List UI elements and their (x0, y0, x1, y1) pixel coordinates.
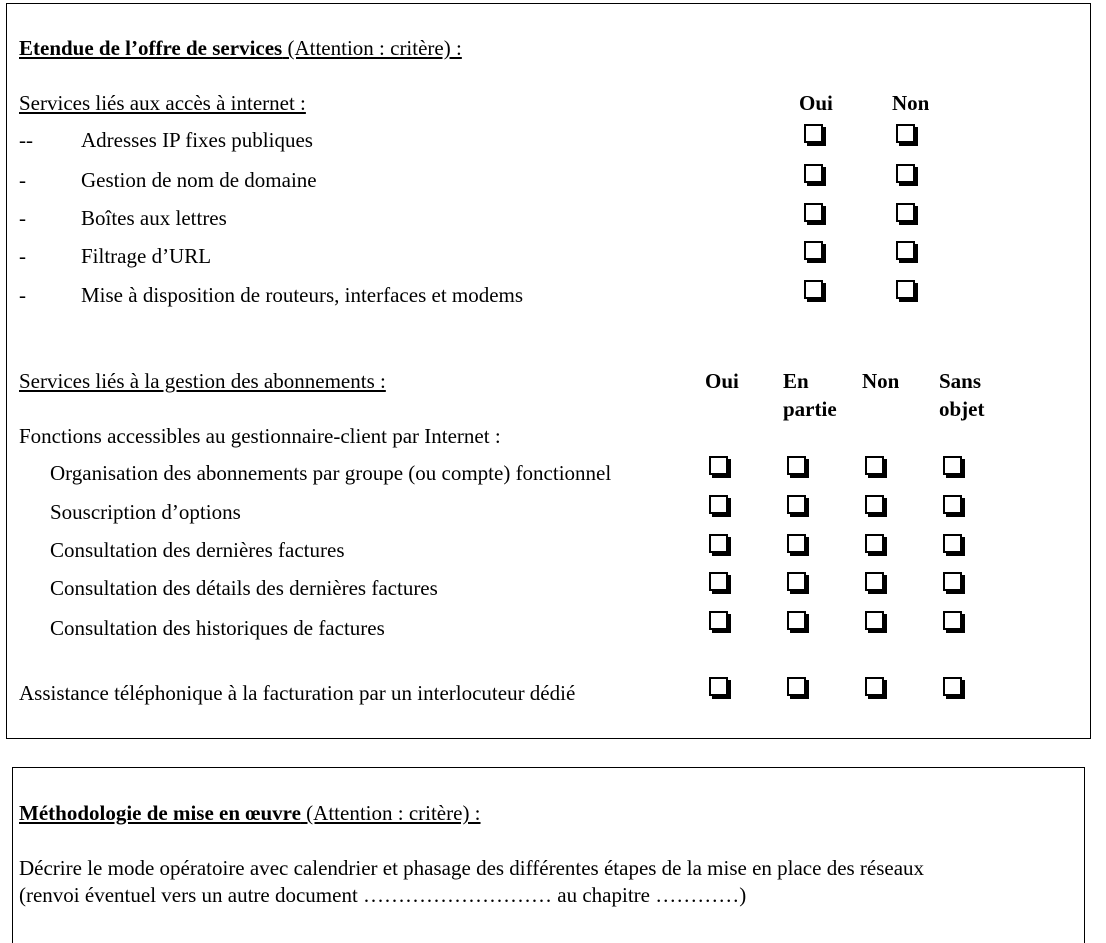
checkbox-sans-objet[interactable] (943, 534, 962, 553)
checkbox-non[interactable] (896, 241, 915, 260)
subscription-item-label: Souscription d’options (50, 500, 241, 524)
subscription-services-heading: Services liés à la gestion des abonnements : (19, 369, 386, 393)
methodology-title-suffix: (Attention : critère) : (300, 801, 481, 825)
methodology-section (12, 767, 1085, 943)
checkbox-en-partie[interactable] (787, 611, 806, 630)
internet-services-heading: Services liés aux accès à internet : (19, 91, 306, 115)
column-header-oui: Oui (705, 369, 739, 393)
checkbox-oui[interactable] (804, 203, 823, 222)
list-bullet: - (19, 244, 26, 268)
list-bullet: -- (19, 128, 33, 152)
checkbox-non[interactable] (865, 677, 884, 696)
column-header-non: Non (862, 369, 900, 393)
checkbox-non[interactable] (896, 124, 915, 143)
checkbox-non[interactable] (865, 534, 884, 553)
methodology-title (19, 801, 481, 825)
section-title-suffix: (Attention : critère) : (282, 36, 462, 60)
checkbox-en-partie[interactable] (787, 572, 806, 591)
column-header-oui: Oui (799, 91, 833, 115)
checkbox-oui[interactable] (804, 164, 823, 183)
checkbox-oui[interactable] (709, 611, 728, 630)
subscription-item-label: Consultation des historiques de factures (50, 616, 385, 640)
subscription-item-label: Consultation des dernières factures (50, 538, 345, 562)
checkbox-non[interactable] (865, 456, 884, 475)
list-bullet: - (19, 168, 26, 192)
subscription-item-label: Consultation des détails des dernières factures (50, 576, 438, 600)
checkbox-oui[interactable] (804, 241, 823, 260)
internet-item-label: Boîtes aux lettres (81, 206, 227, 230)
internet-item-label: Mise à disposition de routeurs, interfaces et modems (81, 283, 524, 307)
header-line: partie (783, 397, 837, 421)
internet-item-label: Gestion de nom de domaine (81, 168, 317, 192)
checkbox-oui[interactable] (709, 572, 728, 591)
methodology-reference: (renvoi éventuel vers un autre document ……………………… au chapitre …………) (19, 883, 747, 907)
checkbox-en-partie[interactable] (787, 456, 806, 475)
header-line: objet (939, 397, 985, 421)
checkbox-en-partie[interactable] (787, 677, 806, 696)
checkbox-sans-objet[interactable] (943, 572, 962, 591)
list-bullet: - (19, 283, 26, 307)
internet-item-label: Filtrage d’URL (81, 244, 212, 268)
checkbox-sans-objet[interactable] (943, 456, 962, 475)
checkbox-non[interactable] (865, 611, 884, 630)
header-line: Sans (939, 369, 982, 393)
column-header-non: Non (892, 91, 930, 115)
checkbox-oui[interactable] (709, 456, 728, 475)
checkbox-oui[interactable] (709, 677, 728, 696)
checkbox-oui[interactable] (709, 495, 728, 514)
checkbox-non[interactable] (865, 495, 884, 514)
section-title-bold: Etendue de l’offre de services (19, 36, 283, 60)
checkbox-sans-objet[interactable] (943, 611, 962, 630)
checkbox-non[interactable] (896, 164, 915, 183)
header-line: En (783, 369, 809, 393)
checkbox-sans-objet[interactable] (943, 495, 962, 514)
checkbox-oui[interactable] (804, 280, 823, 299)
checkbox-oui[interactable] (804, 124, 823, 143)
checkbox-en-partie[interactable] (787, 534, 806, 553)
list-bullet: - (19, 206, 26, 230)
methodology-instruction: Décrire le mode opératoire avec calendrier et phasage des différentes étapes de la mise en place des réseaux (19, 856, 925, 880)
subscription-item-label: Organisation des abonnements par groupe (ou compte) fonctionnel (50, 461, 612, 485)
section-title (19, 36, 462, 60)
checkbox-non[interactable] (865, 572, 884, 591)
assistance-label: Assistance téléphonique à la facturation par un interlocuteur dédié (19, 681, 576, 705)
column-header-en-partie (783, 367, 837, 423)
checkbox-non[interactable] (896, 280, 915, 299)
checkbox-non[interactable] (896, 203, 915, 222)
methodology-title-bold: Méthodologie de mise en œuvre (19, 801, 301, 825)
checkbox-sans-objet[interactable] (943, 677, 962, 696)
checkbox-en-partie[interactable] (787, 495, 806, 514)
checkbox-oui[interactable] (709, 534, 728, 553)
functions-subheading: Fonctions accessibles au gestionnaire-client par Internet : (19, 424, 501, 448)
internet-item-label: Adresses IP fixes publiques (81, 128, 313, 152)
column-header-sans-objet (939, 367, 985, 423)
